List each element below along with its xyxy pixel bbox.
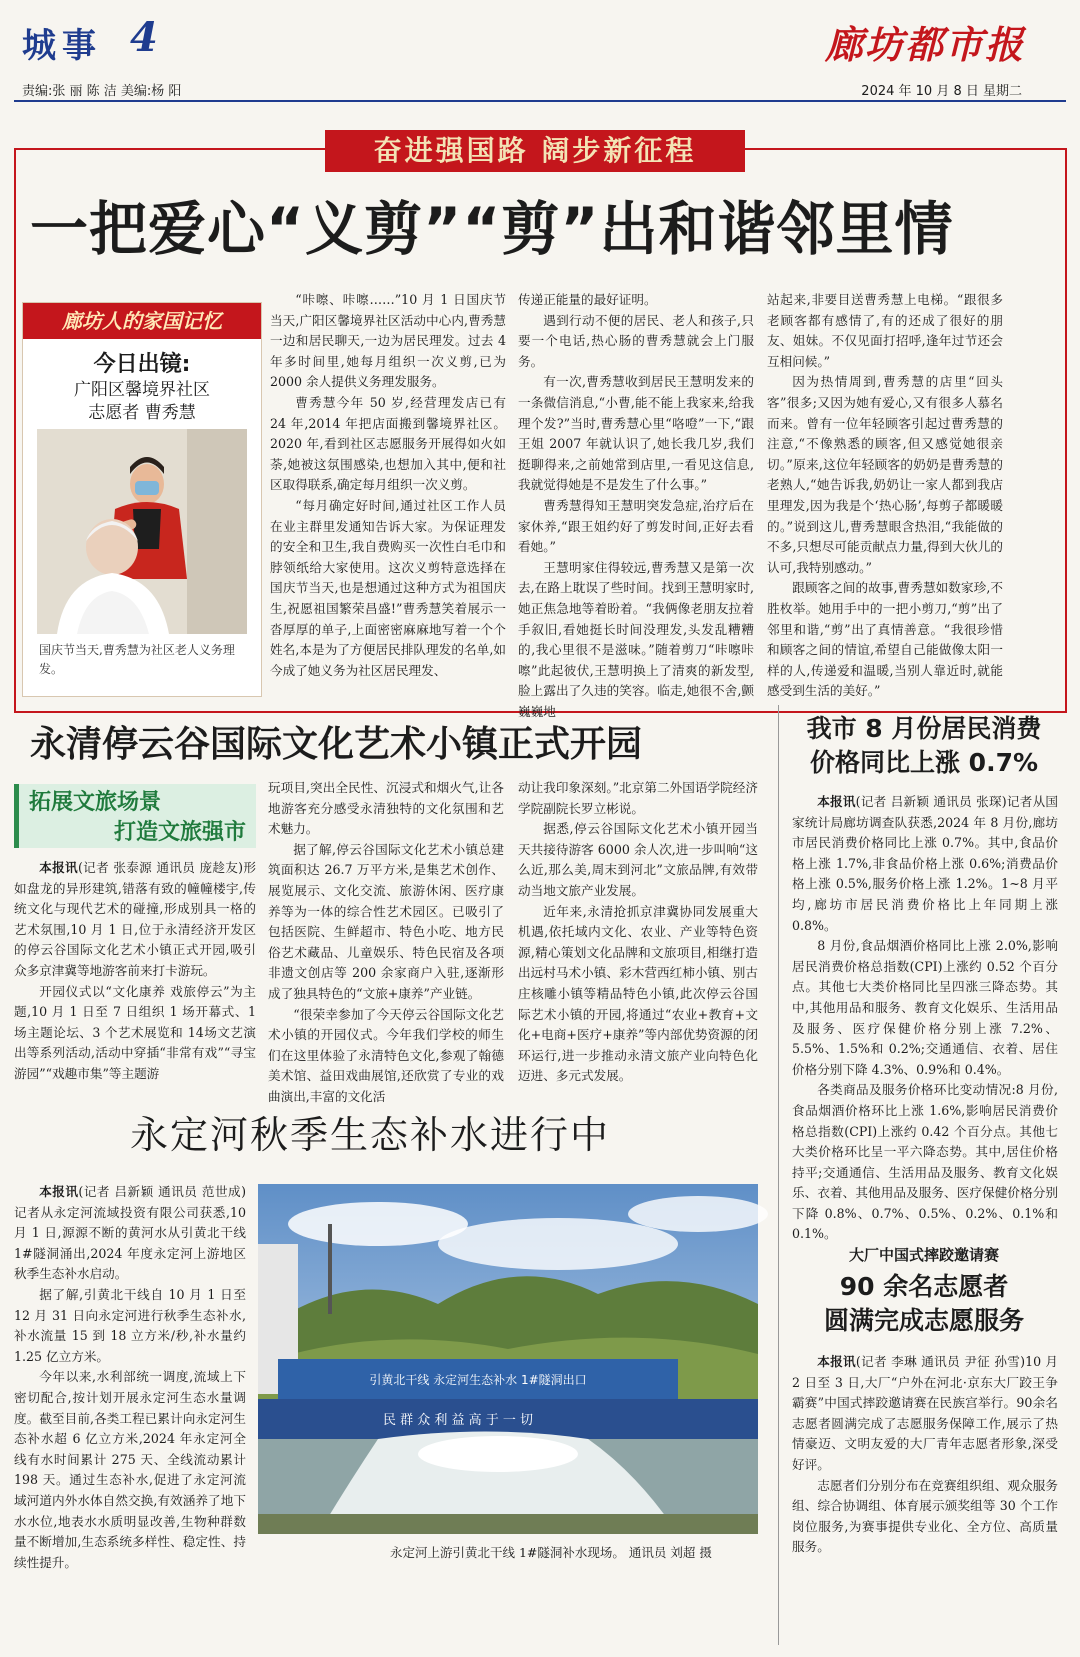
paragraph: (记者 吕新颖 通讯员 范世成)记者从永定河流域投资有限公司获悉,10 月 1 日,源源不断的黄河水从引黄北干线 1#隧洞涌出,2024 年度永定河上游地区秋季生态补水启动。 [14,1184,247,1282]
paragraph: 王慧明家住得较远,曹秀慧又是第一次去,在路上耽误了些时间。找到王慧明家时,她正焦急地等着盼着。“我俩像老朋友拉着手叙旧,看她挺长时间没理发,头发乱糟糟的,我心里很不是滋味。”随着剪刀“咔嚓咔嚓”此起彼伏,王慧明换上了清爽的新发型,脸上露出了久违的笑容。临走,她很不舍,颤巍巍地 [518,559,754,719]
byline: 本报讯 [817,1354,856,1369]
paragraph: “每月确定好时间,通过社区工作人员在业主群里发通知告诉大家。为保证理发的安全和卫生,我自费购买一次性白毛巾和脖领纸给大家使用。这次义剪特意选择在国庆节当天,也是想通过这种方式为祖国庆生,祝愿祖国繁荣昌盛!”曹秀慧笑着展示一沓厚厚的单子,上面密密麻麻地写着一个个姓名,本是为了方便居民排队理发的名单,如今成了她义务为社区居民理发、 [270,497,506,678]
paragraph: 因为热情周到,曹秀慧的店里“回头客”很多;又因为她有爱心,又有很多人慕名而来。曾有一位年轻顾客引起过曹秀慧的注意,“不像熟悉的顾客,但又感觉她很亲切。”原来,这位年轻顾客的奶奶是曹秀慧的老熟人,“她告诉我,奶奶让一家人都到我店里理发,因为我是个‘热心肠’,每剪子都暖暖的。”说到这儿,曹秀慧眼含热泪,“我能做的不多,只想尽可能贡献点力量,得到大伙儿的认可,我特别感动。” [767,374,1003,575]
paragraph: 据了解,引黄北干线自 10 月 1 日至 12 月 31 日向永定河进行秋季生态补水,补水流量 15 到 18 立方米/秒,补水量约 1.25 亿立方米。 [14,1286,246,1364]
paragraph: 曹秀慧今年 50 岁,经营理发店已有 24 年,2014 年把店面搬到馨境界社区。2020 年,看到社区志愿服务开展得如火如荼,她被这氛围感染,也想加入其中,便和社区取得联系,确定每月组织一次义剪。 [270,394,506,493]
memory-column-title: 廊坊人的家国记忆 [23,303,261,339]
paragraph: 跟顾客之间的故事,曹秀慧如数家珍,不胜枚举。她用手中的一把小剪刀,“剪”出了邻里和谐,“剪”出了真情善意。“我很珍惜和顾客之间的情谊,希望自己能做像太阳一样的人,传递爱和温暖,当别人靠近时,就能感受到生活的美好。” [767,580,1003,699]
article2-headline: 永清停云谷国际文化艺术小镇正式开园 [30,724,643,765]
barber-photo-illustration [37,429,247,634]
paragraph: (记者 张泰源 通讯员 庞趁友)形如盘龙的异形建筑,错落有致的幢幢楼宇,传统文化与现代艺术的碰撞,形成别具一格的艺术氛围,10 月 1 日,位于永清经济开发区的停云谷国际文化艺术小镇正式开园,吸引众多京津冀等地游客前来打卡游玩。 [14,860,257,978]
barber-photo [37,429,247,634]
memory-column-box [22,302,262,697]
paragraph: 站起来,非要目送曹秀慧上电梯。“跟很多老顾客都有感情了,有的还成了很好的朋友、姐妹。不仅见面打招呼,逢年过节还会互相问候。” [767,292,1003,369]
sidebar-divider [778,705,779,1645]
article2-subhead-line2: 打造文旅强市 [113,819,246,845]
volunteer-headline [790,1270,1058,1338]
paragraph: 传递正能量的最好证明。 [518,292,657,307]
paragraph: 据悉,停云谷国际文化艺术小镇开园当天共接待游客 6000 余人次,进一步叫响“这么近,那么美,周末到河北”文旅品牌,有效带动当地文旅产业发展。 [518,821,758,898]
cpi-article-column [792,792,1058,1242]
article3-headline: 永定河秋季生态补水进行中 [130,1113,611,1157]
volunteer-headline-line1: 90 余名志愿者 [839,1272,1009,1301]
article2-column-2 [268,778,504,1104]
river-photo-sign-bottom: 民 群 众 利 益 高 于 一 切 [382,1413,534,1428]
feature-person [23,379,261,425]
paragraph: 玩项目,突出全民性、沉浸式和烟火气,让各地游客充分感受永清独特的文化氛围和艺术魅力。 [268,780,504,837]
feature-label: 今日出镜: [93,352,191,377]
river-photo-sign-top: 引黄北干线 永定河生态补水 1#隧洞出口 [369,1373,587,1387]
paragraph: “咔嚓、咔嚓……”10 月 1 日国庆节当天,广阳区馨境界社区活动中心内,曹秀慧一边和居民聊天,一边为居民理发。过去 4 年多时间里,她每月组织一次义剪,已为 2000 余人提供义务理发服务。 [270,292,506,390]
feature-person-line2: 志愿者 曹秀慧 [88,403,196,423]
paragraph: (记者 吕新颖 通讯员 张琛)记者从国家统计局廊坊调查队获悉,2024 年 8 月份,廊坊市居民消费价格同比上涨 0.7%。其中,食品价格上涨 1.7%,非食品价格上涨 0.6%;消费品价格上涨 0.5%,服务价格上涨 1.2%。1~8 月平均,廊坊市居民消费价格比上年同期上涨 0.8%。 [792,794,1058,933]
byline: 本报讯 [39,860,78,875]
paragraph: 8 月份,食品烟酒价格同比上涨 2.0%,影响居民消费价格总指数(CPI)上涨约 0.52 个百分点。其他七大类价格同比呈四涨三降态势。其中,其他用品和服务、教育文化娱乐、生活用品及服务、医疗保健价格分别上涨 7.2%、5.5%、1.5%和 0.2%;交通通信、衣着、居住价格分别下降 4.3%、0.9%和 0.4%。 [792,938,1058,1077]
article2-column-3 [518,778,758,1084]
article2-subhead-line1: 拓展文旅场景 [29,789,162,815]
feature-person-line1: 广阳区馨境界社区 [74,380,210,400]
volunteer-article-column [792,1352,1058,1652]
issue-date: 2024 年 10 月 8 日 星期二 [861,84,1022,99]
paragraph: (记者 李琳 通讯员 尹征 孙雪)10 月 2 日至 3 日,大厂“户外在河北·京东大厂跤王争霸赛”中国式摔跤邀请赛在民族宫举行。90余名志愿者圆满完成了志愿服务保障工作,展示了热情豪迈、文明友爱的大厂青年志愿者形象,深受好评。 [792,1354,1058,1472]
paragraph: 志愿者们分别分布在竞赛组织组、观众服务组、综合协调组、体育展示颁奖组等 30 个工作岗位服务,为赛事提供专业化、全方位、高质量服务。 [792,1477,1058,1555]
lead-article-column-3 [767,290,1003,700]
article3-column [14,1182,246,1652]
cpi-headline [790,712,1058,780]
lead-article-column-2 [518,290,754,719]
lead-banner: 奋进强国路 阔步新征程 [325,130,745,172]
page-number: 4 [130,14,158,61]
paragraph: “很荣幸参加了今天停云谷国际文化艺术小镇的开园仪式。今年我们学校的师生们在这里体验了永清特色文化,参观了翰德美术馆、益田戏曲展馆,还欣赏了专业的戏曲演出,丰富的文化活 [268,1006,504,1104]
volunteer-kicker: 大厂中国式摔跤邀请赛 [848,1246,999,1264]
paragraph: 曹秀慧得知王慧明突发急症,治疗后在家休养,“跟王姐约好了剪发时间,正好去看看她。” [518,497,754,555]
section-name: 城事 [22,26,102,66]
paragraph: 遇到行动不便的居民、老人和孩子,只要一个电话,热心肠的曹秀慧就会上门服务。 [518,312,754,369]
editors-line: 责编:张 丽 陈 洁 美编:杨 阳 [22,84,182,99]
paragraph: 开园仪式以“文化康养 戏旅停云”为主题,10 月 1 日至 7 日组织 1 场开幕式、1场主题论坛、3 个艺术展览和 14场文艺演出等系列活动,活动中穿插“非常有戏”“寻宝游园”“戏趣市集”等主题游 [14,983,256,1081]
paragraph: 近年来,永清抢抓京津冀协同发展重大机遇,依托域内文化、农业、产业等特色资源,精心策划文化品牌和文旅项目,相继打造出远村马术小镇、彩木营西红柿小镇、别古庄核雕小镇等精品特色小镇,此次停云谷国际艺术小镇的开园,将通过“农业+教育+文化+电商+医疗+康养”等内部优势资源的闭环运行,进一步推动永清文旅产业向特色化迈进、多元式发展。 [518,903,758,1084]
newspaper-logo: 廊坊都市报 [824,22,1025,67]
article2-column-1 [14,858,257,1081]
cpi-headline-line1: 我市 8 月份居民消费 [806,714,1042,743]
river-photo-caption: 永定河上游引黄北干线 1#隧洞补水现场。 通讯员 刘超 摄 [390,1545,712,1560]
paragraph: 今年以来,水利部统一调度,流域上下密切配合,按计划开展永定河生态水量调度。截至目前,各类工程已累计向永定河生态补水超 6 亿立方米,2024 年永定河全线有水时间累计 275 天、全线流动累计 198 天。通过生态补水,促进了永定河流域河道内外水体自然交换,有效涵养了地下水水位,地表水水质明显改善,生物种群数量不断增加,生态系统多样性、稳定性、持续性提升。 [14,1369,246,1570]
river-photo-illustration [258,1184,758,1534]
river-photo [258,1184,758,1534]
article2-subhead [14,784,256,848]
barber-photo-caption: 国庆节当天,曹秀慧为社区老人义务理发。 [39,643,235,676]
paragraph: 据了解,停云谷国际文化艺术小镇总建筑面积达 26.7 万平方米,是集艺术创作、展览展示、文化交流、旅游休闲、医疗康养等为一体的综合性艺术园区。已吸引了包括医院、生鲜超市、特色小吃、地方民俗艺术藏品、儿童娱乐、特色民宿及各项非遗文创店等 200 余家商户入驻,逐渐形成了独具特色的“文旅+康养”产业链。 [268,841,504,1001]
lead-article-column-1 [270,290,506,700]
cpi-headline-line2: 价格同比上涨 0.7% [809,748,1039,777]
lead-headline: 一把爱心“义剪”“剪”出和谐邻里情 [30,195,954,263]
paragraph: 动让我印象深刻。”北京第二外国语学院经济学院副院长罗立彬说。 [518,780,758,816]
byline: 本报讯 [817,794,856,809]
volunteer-headline-line2: 圆满完成志愿服务 [823,1306,1024,1335]
paragraph: 有一次,曹秀慧收到居民王慧明发来的一条微信消息,“小曹,能不能上我家来,给我理个发?”当时,曹秀慧心里“咯噔”一下,“跟王姐 2007 年就认识了,她长我几岁,我们挺聊得来,之前她常到店里,一看见这信息,我就觉得她是不是发生了什么事。” [518,374,754,493]
paragraph: 各类商品及服务价格环比变动情况:8 月份,食品烟酒价格环比上涨 1.6%,影响居民消费价格总指数(CPI)上涨约 0.42 个百分点。其他七大类价格环比呈一平六降态势。其中,居住价格持平;交通通信、生活用品及服务、教育文化娱乐、衣着、其他用品及服务、医疗保健价格分别下降 0.8%、0.7%、0.5%、0.2%、0.1%和 0.1%。 [792,1082,1058,1242]
byline: 本报讯 [39,1184,79,1199]
header-divider [14,100,1066,102]
